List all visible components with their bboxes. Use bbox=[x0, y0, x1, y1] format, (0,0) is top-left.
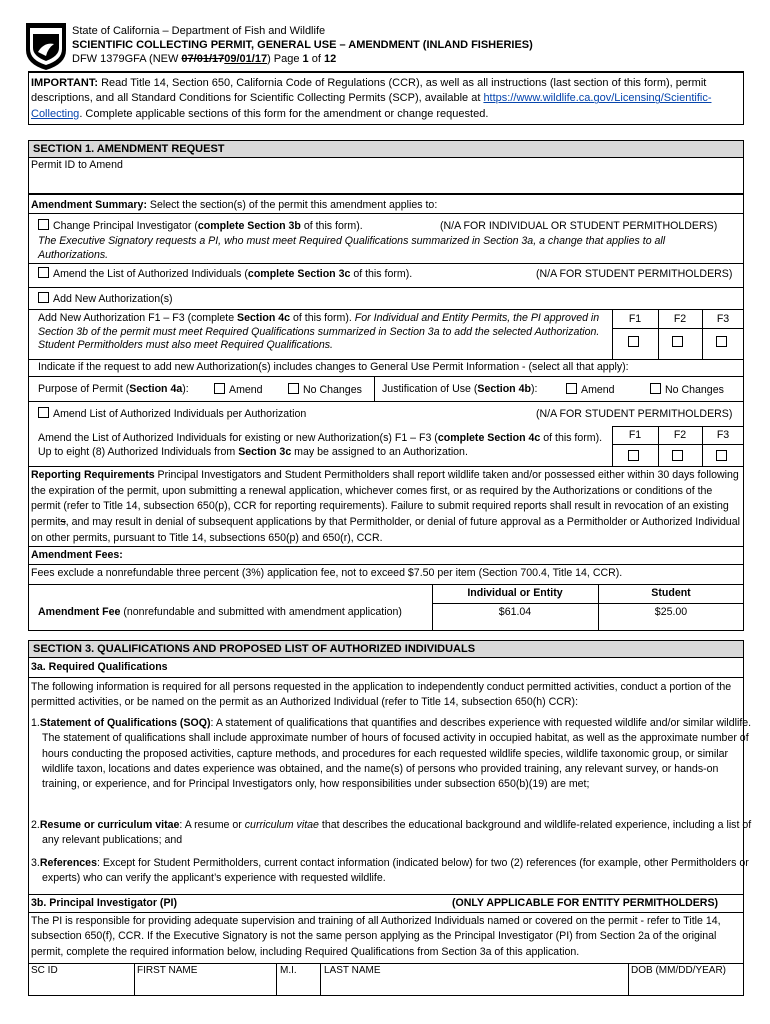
fees-col-student: Student bbox=[651, 587, 691, 599]
amend-per-auth-checkbox[interactable] bbox=[38, 407, 49, 418]
mi-input[interactable] bbox=[277, 978, 319, 995]
amend-per-auth-f1-checkbox[interactable] bbox=[628, 450, 639, 461]
section3a-heading: 3a. Required Qualifications bbox=[31, 661, 168, 673]
add-new-f3-checkbox[interactable] bbox=[716, 336, 727, 347]
section1-heading: SECTION 1. AMENDMENT REQUEST bbox=[29, 141, 743, 157]
permit-id-input[interactable] bbox=[29, 172, 743, 192]
qualification-item-2: 2.Resume or curriculum vitae: A resume or curriculum vitae that describes the educational background and wildlife-related experience, including a list of any relevant publications; and bbox=[31, 819, 752, 847]
indicate-text: Indicate if the request to add new Authorization(s) includes changes to General Use Permit Information - (select all that apply): bbox=[38, 361, 629, 373]
pi-text: The PI is responsible for providing adequate supervision and training of all Authorized Individuals named or covered on the permit - refer to Title 14, subsection 650(f), CCR. If the Executive Signatory is not the same person applying as the Principal Investigator (PI) from Section 2a of the original permit, complete the required information below, including Required Qualifications from Section 3a of this application. bbox=[31, 915, 721, 958]
fees-note: Fees exclude a nonrefundable three percent (3%) application fee, not to exceed $7.50 per item (Section 700.4, Title 14, CCR). bbox=[31, 567, 623, 579]
col-dob: DOB (MM/DD/YEAR) bbox=[631, 965, 726, 976]
purpose-no-changes: No Changes bbox=[288, 383, 362, 398]
justification-no-changes: No Changes bbox=[650, 383, 724, 398]
col-first-name: FIRST NAME bbox=[137, 965, 198, 976]
qualification-item-3: 3.References: Except for Student Permitholders, current contact information (indicated below) for two (2) references (for example, other Permitholders or experts) who can verify the applicant’s experience with requested wildlife. bbox=[31, 857, 749, 885]
section3-heading: SECTION 3. QUALIFICATIONS AND PROPOSED LIST OF AUTHORIZED INDIVIDUALS bbox=[29, 641, 743, 657]
change-pi-checkbox[interactable] bbox=[38, 219, 49, 230]
add-new-col-f3: F3 bbox=[716, 313, 730, 325]
justification-amend: Amend bbox=[566, 383, 615, 398]
permit-id-label: Permit ID to Amend bbox=[31, 159, 123, 171]
form-title: SCIENTIFIC COLLECTING PERMIT, GENERAL USE – AMENDMENT (INLAND FISHERIES) bbox=[72, 39, 533, 52]
add-new-col-f1: F1 bbox=[628, 313, 642, 325]
amendment-fee-label: Amendment Fee (nonrefundable and submitted with amendment application) bbox=[38, 606, 402, 618]
col-last-name: LAST NAME bbox=[324, 965, 381, 976]
scp-link[interactable]: https://www.wildlife.ca.gov/Licensing/Scientific-Collecting bbox=[31, 92, 712, 120]
add-new-text: Add New Authorization F1 – F3 (complete Section 4c of this form). For Individual and Entity Permits, the PI approved in Section 3b of the permit must meet Required Qualifications summarized in Section 3a to add the selected Authorization. Student Permitholders must also meet Required Qualifications. bbox=[38, 312, 600, 352]
student-fee: $25.00 bbox=[654, 606, 688, 618]
purpose-no-changes-checkbox[interactable] bbox=[288, 383, 299, 394]
amend-per-auth-f3-checkbox[interactable] bbox=[716, 450, 727, 461]
individual-fee: $61.04 bbox=[498, 606, 532, 618]
qualification-item-1: 1.Statement of Qualifications (SOQ): A statement of qualifications that quantifies and describes experience with requested wildlife and/or similar wildlife. The statement of qualifications shall include approximate number of hours of focused activity in occupied habitat, as well as the approximate number of hours conducting the proposed activities, capture methods, and procedures for each requested wildlife species, wildlife taxonomic group, or similar wildlife taxon, locations and dates experience was obtained, and the name(s) of persons who provided training, any relevant survey, or hands-on training, or experience, and for Principal Investigators only, how responsibilities under subsection 650(b)(19) are met; bbox=[31, 717, 752, 791]
important-box: IMPORTANT: Read Title 14, Section 650, California Code of Regulations (CCR), as well as all instructions (last section of this form), permit descriptions, and all Standard Conditions for Scientific Collecting Permits (SCP), available at https://www.wildlife.ca.gov/Licensing/Scientific-Collecting. Complete applicable sections of this form for the amendment or change requested. bbox=[28, 71, 744, 125]
sc-id-input[interactable] bbox=[29, 978, 133, 995]
dob-input[interactable] bbox=[629, 978, 743, 995]
amend-list-row: Amend the List of Authorized Individuals (complete Section 3c of this form). bbox=[38, 267, 412, 282]
change-pi-note: The Executive Signatory requests a PI, who must meet Required Qualifications summarized in Section 3a, a change that applies to all Authorizations. bbox=[38, 235, 666, 261]
add-new-f1-checkbox[interactable] bbox=[628, 336, 639, 347]
purpose-row: Purpose of Permit (Section 4a): bbox=[38, 383, 189, 395]
section3a-intro: The following information is required for all persons requested in the application to independently conduct permitted activities, conduct a portion of the permitted activities, or be named on the permit as an Authorized Individual (refer to Title 14, subsection 650(h) CCR): bbox=[31, 681, 732, 708]
amend-per-auth-col-f3: F3 bbox=[716, 429, 730, 441]
add-new-f2-checkbox[interactable] bbox=[672, 336, 683, 347]
amend-list-na: (N/A FOR STUDENT PERMITHOLDERS) bbox=[536, 268, 733, 280]
amend-per-auth-col-f1: F1 bbox=[628, 429, 642, 441]
amend-per-auth-col-f2: F2 bbox=[673, 429, 687, 441]
add-new-col-f2: F2 bbox=[673, 313, 687, 325]
add-new-checkbox[interactable] bbox=[38, 292, 49, 303]
col-sc-id: SC ID bbox=[31, 965, 58, 976]
add-new-row: Add New Authorization(s) bbox=[38, 292, 173, 307]
first-name-input[interactable] bbox=[135, 978, 275, 995]
col-mi: M.I. bbox=[280, 965, 297, 976]
fees-col-individual: Individual or Entity bbox=[467, 587, 563, 599]
change-pi-row: Change Principal Investigator (complete Section 3b of this form). bbox=[38, 219, 738, 234]
justification-row: Justification of Use (Section 4b): bbox=[382, 383, 538, 395]
amend-per-auth-na: (N/A FOR STUDENT PERMITHOLDERS) bbox=[536, 408, 733, 420]
justification-amend-checkbox[interactable] bbox=[566, 383, 577, 394]
purpose-amend-checkbox[interactable] bbox=[214, 383, 225, 394]
purpose-amend: Amend bbox=[214, 383, 263, 398]
fees-heading: Amendment Fees: bbox=[31, 549, 123, 561]
amend-list-checkbox[interactable] bbox=[38, 267, 49, 278]
last-name-input[interactable] bbox=[321, 978, 627, 995]
justification-no-changes-checkbox[interactable] bbox=[650, 383, 661, 394]
amend-per-auth-text: Amend the List of Authorized Individuals for existing or new Authorization(s) F1 – F3 (complete Section 4c of this form). Up to eight (8) Authorized Individuals from Section 3c may be assigned to an Authorization. bbox=[38, 432, 603, 458]
form-id: DFW 1379GFA (NEW 07/01/1709/01/17) Page 1 of 12 bbox=[72, 53, 337, 66]
amend-per-auth-f2-checkbox[interactable] bbox=[672, 450, 683, 461]
section3b-heading: 3b. Principal Investigator (PI) bbox=[31, 897, 177, 909]
change-pi-na: (N/A FOR INDIVIDUAL OR STUDENT PERMITHOLDERS) bbox=[440, 220, 718, 232]
amendment-summary: Amendment Summary: Select the section(s) of the permit this amendment applies to: bbox=[31, 199, 438, 211]
agency-name: State of California – Department of Fish and Wildlife bbox=[72, 25, 326, 37]
section3b-na: (ONLY APPLICABLE FOR ENTITY PERMITHOLDERS) bbox=[452, 897, 719, 909]
amend-per-auth-row: Amend List of Authorized Individuals per Authorization bbox=[38, 407, 306, 422]
cdfw-logo bbox=[24, 20, 68, 72]
reporting-requirements: Reporting Requirements Principal Investigators and Student Permitholders shall report wildlife taken and/or possessed either within 30 days following the expiration of the permit, upon submitting a renewal application, whichever comes first, or as required by the Authorizations or conditions of the permit (refer to Title 14, subsection 650(p), CCR for reporting requirements). Failure to submit required reports shall result in revocation of an existing permits, and may result in denial of subsequent applications by that Permitholder, or denial of future approval as a Permitholder or Authorized Individual on other permits, pursuant to Title 14, subsections 650(p) and 650(r), CCR. bbox=[31, 469, 741, 544]
